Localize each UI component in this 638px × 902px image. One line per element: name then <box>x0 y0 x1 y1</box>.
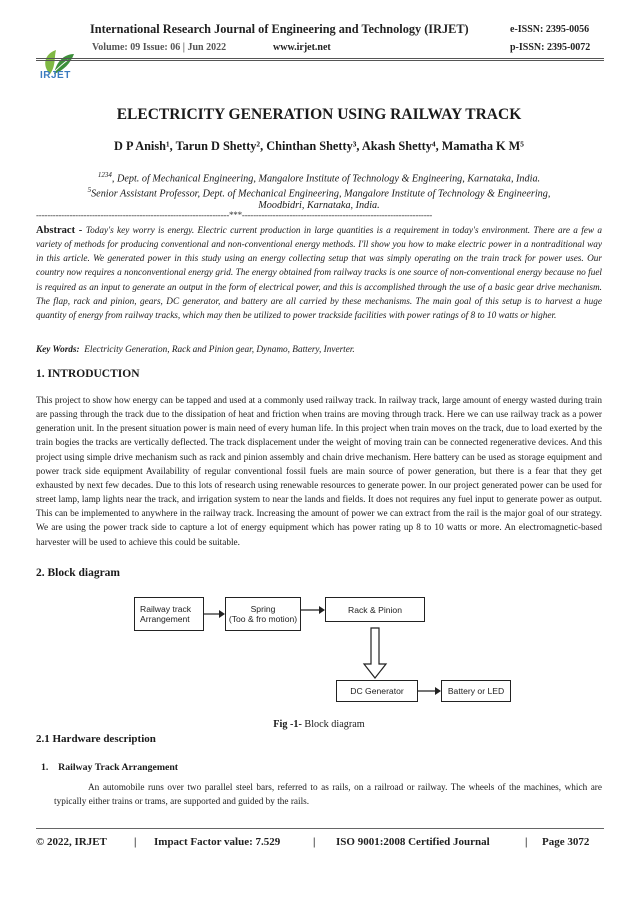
footer-page-number: Page 3072 <box>542 836 590 848</box>
figure-caption-label: Fig -1- <box>273 719 302 730</box>
pissn: p-ISSN: 2395-0072 <box>510 42 591 53</box>
eissn: e-ISSN: 2395-0056 <box>510 24 590 35</box>
subheading-railway-track-arrangement: 1. Railway Track Arrangement <box>41 762 179 773</box>
paper-title: ELECTRICITY GENERATION USING RAILWAY TRACK <box>116 106 522 123</box>
footer-impact-factor: Impact Factor value: 7.529 <box>154 836 281 848</box>
arrow-railway-to-spring <box>204 610 225 618</box>
affiliation-text-2: Senior Assistant Professor, Dept. of Mechanical Engineering, Mangalore Institute of Technology & Engineering, <box>91 188 551 200</box>
journal-website: www.irjet.net <box>273 42 331 53</box>
affiliation-text-1: , Dept. of Mechanical Engineering, Mangalore Institute of Technology & Engineering, Karnataka, India. <box>111 173 541 185</box>
separator-line: ---------------------------------------------------------------------***-------------------------------------------------------------------- <box>36 210 433 220</box>
block-spring-line1: Spring <box>250 604 276 614</box>
block-battery-label: Battery or LED <box>447 686 505 696</box>
keywords: Key Words: Electricity Generation, Rack and Pinion gear, Dynamo, Battery, Inverter. <box>36 345 355 355</box>
footer-separator-3: | <box>525 836 528 848</box>
arrow-rack-to-dc <box>364 628 386 678</box>
block-railway-line1: Railway track <box>140 604 192 614</box>
footer-separator-1: | <box>134 836 137 848</box>
logo-text: IRJET <box>40 70 71 81</box>
arrow-spring-to-rack <box>301 606 325 614</box>
journal-name: International Research Journal of Engineering and Technology (IRJET) <box>90 22 469 36</box>
footer-iso: ISO 9001:2008 Certified Journal <box>336 836 490 848</box>
footer-copyright: © 2022, IRJET <box>36 836 107 848</box>
figure-caption <box>0 719 638 730</box>
railway-track-text: An automobile runs over two parallel steel bars, referred to as rails, on a railroad or railway. The wheels of the machines, which are typically either trains or trams, are supported and guided by the rails. <box>54 783 602 808</box>
keywords-text: Electricity Generation, Rack and Pinion gear, Dynamo, Battery, Inverter. <box>84 345 355 355</box>
section-heading-hardware: 2.1 Hardware description <box>36 733 156 745</box>
footer-separator-2: | <box>313 836 316 848</box>
section-heading-block-diagram: 2. Block diagram <box>36 567 121 579</box>
affiliation-line-3: Moodbidri, Karnataka, India. <box>258 200 380 211</box>
arrow-dc-to-battery <box>418 687 441 695</box>
block-rack-label: Rack & Pinion <box>348 604 402 615</box>
section-heading-introduction: 1. INTRODUCTION <box>36 368 140 380</box>
author-list: D P Anish¹, Tarun D Shetty², Chinthan Shetty³, Akash Shetty⁴, Mamatha K M⁵ <box>114 139 524 153</box>
affiliation-sup-1: 1234 <box>97 171 112 179</box>
footer-rule <box>36 828 604 829</box>
abstract-text: Today's key worry is energy. Electric current production in large quantities is a requirement in today's environment. There are a few a variety of methods for producing conventional and non-conventional energy methods. I'll show you how to make electric power in a nontraditional way in this article. We generated power in this study using an energy collecting setup that was simply operating on the train track for power uses. Our country now requires a nonconventional energy grid. The energy obtained from railway tracks is one source of non-conventional energy because no fuel is required as an input to generate an output in the form of electrical power, and this is accomplished through the use of a basic gear drive mechanism. The flap, rack and pinion, gears, DC generator, and battery are all carried by these mechanisms. The main goal of this setup is to harvest a huge quantity of energy from railway tracks, which may then be utilized to power trackside facilities with power ratings of 8 to 10 watts or higher. <box>36 226 602 321</box>
keywords-label: Key Words <box>36 345 77 355</box>
figure-caption-text: Block diagram <box>301 719 365 730</box>
block-dc-label: DC Generator <box>350 686 404 696</box>
affiliation-sup-2: 5 <box>87 186 92 194</box>
block-spring-line2: (Too & fro motion) <box>228 614 298 624</box>
introduction-text: This project to show how energy can be tapped and used at a commonly used railway track. In railway track, large amount of energy wasted during train are passing through the track due to the dissipation of heat and friction when trains are moving through track. Here we can use railway track as a power generation unit. In the present situation power is main need of every human life. In this project when train moves on the track, due to load exerted by the train bogies the tracks are vertically deflected. The track displacement under the weight of moving train can be connected regenerative devices. And this project using simple drive mechanism such as rack and pinion assembly and chain drive mechanism. Here battery can be used as storage equipment and power track side equipment Availability of regular conventional fossil fuels are main source of power generation, but there is a fear that they get exhausted by next few decades. Due to this lots of research using renewable resources to generate power. In our project generated power can be used for street lamp, lamp lights near the track, and irrigation system to near the lands and fields. It does not requires any fuel input to generate power as output. This can be implemented to anywhere in the railway track. Increasing the amount of power we can extract from the rail is the major goal of our strategy. We are using the power track side to capture a lot of energy equipment which has power rating up 8 to 10 watts or more. An electromagnetic-based harvester will be used to achieve this could be suitable. <box>36 396 602 548</box>
abstract-label: Abstract - <box>36 225 86 236</box>
block-railway-line2: Arrangement <box>140 614 190 624</box>
volume-issue: Volume: 09 Issue: 06 | Jun 2022 <box>92 42 227 53</box>
